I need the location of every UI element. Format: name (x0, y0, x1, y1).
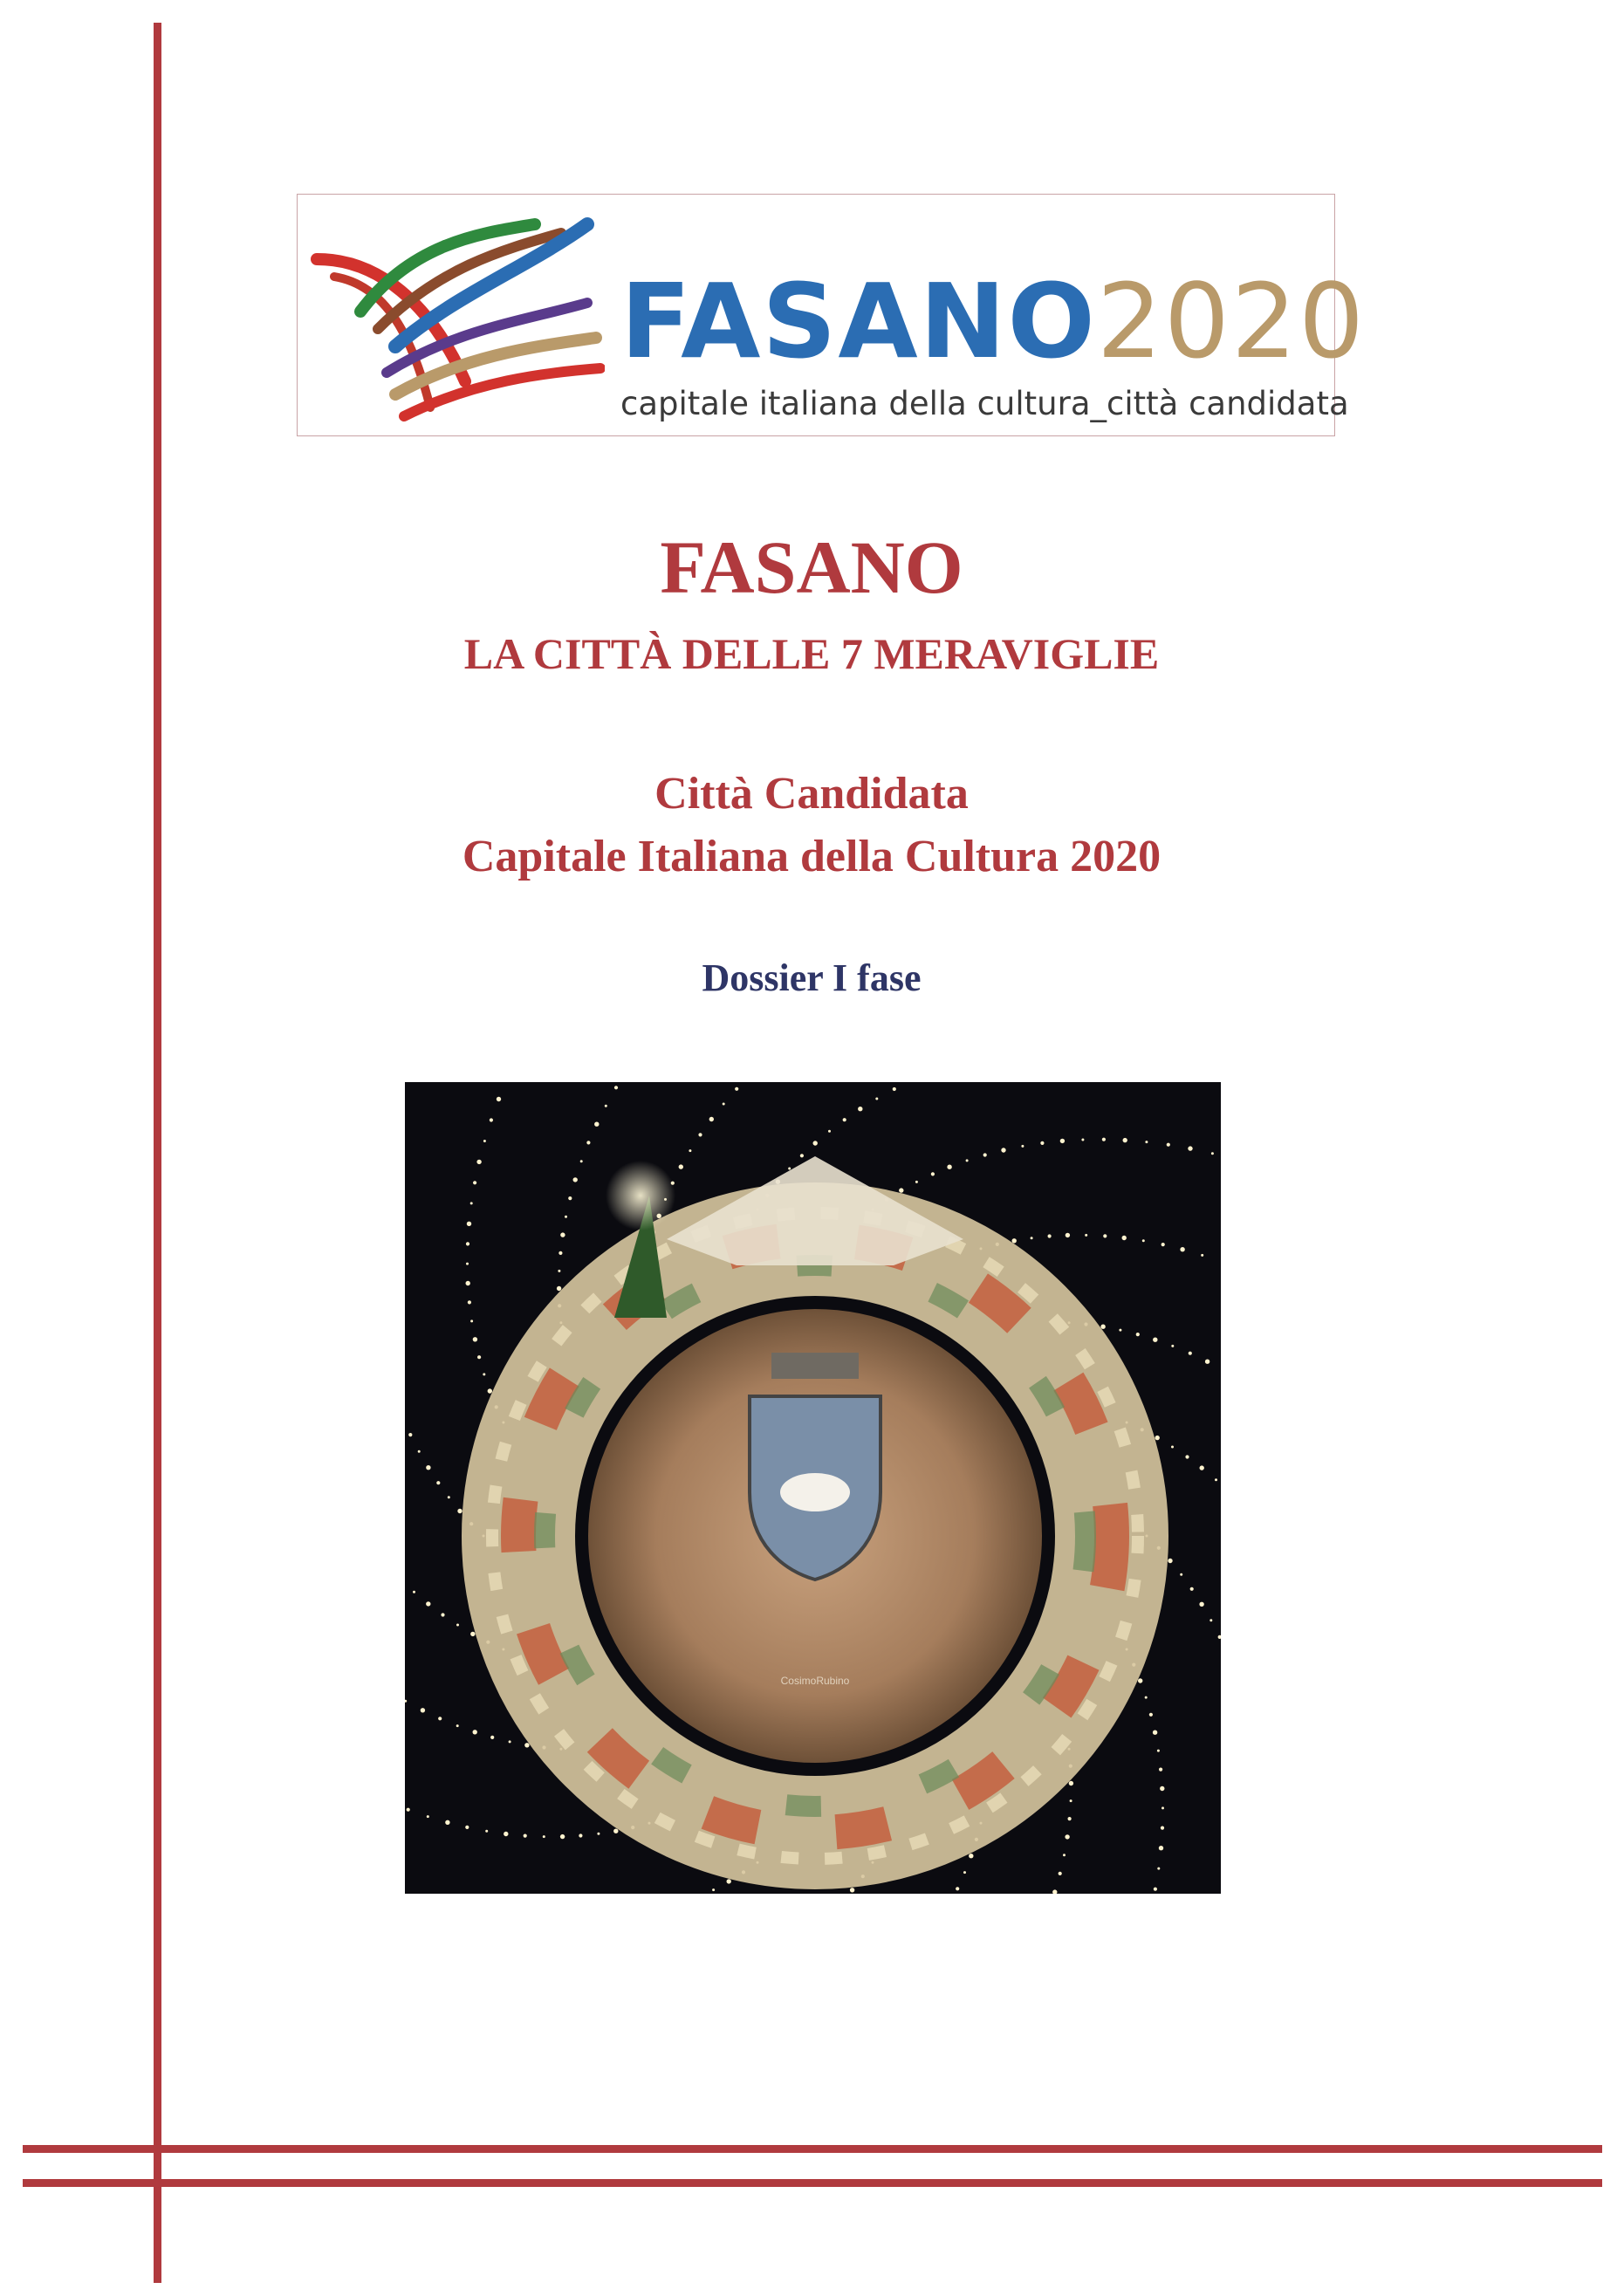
light-dot (712, 1888, 715, 1891)
logo-word-fasano: FASANO (620, 261, 1097, 381)
light-dot (1153, 1338, 1157, 1342)
light-dot (1205, 1360, 1209, 1364)
light-dot (1167, 1143, 1170, 1147)
light-dot (605, 1105, 607, 1107)
light-dot (490, 1736, 494, 1739)
light-dot (1149, 1713, 1153, 1717)
light-dot (1185, 1455, 1189, 1458)
light-dot (1081, 1139, 1084, 1141)
light-dot (899, 1188, 903, 1192)
light-dot (689, 1149, 691, 1152)
light-dot (1100, 1325, 1105, 1329)
light-dot (858, 1107, 862, 1111)
light-dot (850, 1888, 854, 1892)
light-dot (875, 1098, 878, 1100)
logo-word-year: 2020 (1096, 261, 1367, 381)
light-dot (476, 1160, 481, 1164)
light-dot (1031, 1237, 1033, 1239)
light-dot (723, 1103, 725, 1106)
light-dot (473, 1337, 477, 1341)
light-dot (1211, 1152, 1214, 1155)
light-dot (813, 1141, 818, 1145)
light-dot (1122, 1236, 1127, 1240)
light-dot (1021, 1145, 1024, 1148)
light-dot (1059, 1872, 1062, 1875)
light-dot (1048, 1234, 1052, 1237)
light-dot (466, 1281, 470, 1285)
light-dot (788, 1168, 791, 1170)
light-dot (1161, 1243, 1165, 1246)
light-dot (1153, 1731, 1157, 1735)
light-dot (483, 1140, 486, 1142)
light-dot (470, 1319, 473, 1322)
light-dot (1066, 1233, 1070, 1237)
light-dot (470, 1202, 473, 1204)
light-dot (427, 1815, 429, 1818)
light-dot (843, 1118, 846, 1121)
light-dot (983, 1153, 987, 1156)
light-dot (1215, 1478, 1217, 1481)
light-dot (1145, 1696, 1148, 1699)
light-dot (448, 1496, 450, 1498)
light-dot (524, 1834, 527, 1838)
light-dot (727, 1879, 731, 1883)
light-dot (828, 1130, 831, 1133)
light-dot (509, 1740, 511, 1743)
light-dot (1155, 1436, 1160, 1440)
light-dot (1161, 1827, 1164, 1830)
light-dot (456, 1624, 459, 1627)
candidate-line-1: Città Candidata (654, 769, 969, 819)
light-dot (468, 1300, 471, 1304)
light-dot (441, 1613, 444, 1616)
light-dot (947, 1165, 951, 1169)
bottom-border-line-1 (23, 2145, 1602, 2153)
light-dot (1200, 1465, 1204, 1470)
light-dot (1180, 1247, 1184, 1251)
light-dot (426, 1601, 430, 1606)
light-dot (1201, 1254, 1203, 1257)
light-dot (1180, 1573, 1182, 1576)
ribbon-logo-icon (308, 207, 605, 425)
tiny-planet-piazza-photo (405, 1082, 1221, 1894)
logo-wordmark (620, 261, 1367, 381)
light-dot (407, 1808, 410, 1812)
light-dot (418, 1450, 421, 1453)
light-dot (488, 1388, 492, 1393)
light-dot (1012, 1238, 1017, 1243)
light-dot (963, 1871, 966, 1874)
cover-subtitle: LA CITTÀ DELLE 7 MERAVIGLIE (463, 629, 1160, 678)
light-dot (969, 1854, 973, 1858)
light-dot (467, 1222, 471, 1226)
light-dot (568, 1196, 572, 1200)
cover-title: FASANO (660, 525, 963, 609)
light-dot (408, 1433, 412, 1436)
light-dot (466, 1242, 469, 1245)
light-dot (1157, 1868, 1160, 1870)
light-dot (1060, 1139, 1065, 1143)
light-dot (558, 1270, 560, 1272)
light-dot (504, 1832, 508, 1836)
light-dot (560, 1834, 565, 1839)
light-dot (477, 1355, 481, 1359)
light-dot (473, 1181, 476, 1184)
light-dot (1171, 1345, 1174, 1347)
left-border-line (154, 23, 161, 2283)
light-dot (445, 1820, 449, 1825)
light-dot (1161, 1806, 1164, 1809)
light-dot (800, 1154, 804, 1157)
light-dot (1189, 1352, 1192, 1355)
light-dot (1136, 1333, 1140, 1336)
light-dot (1103, 1234, 1107, 1237)
light-dot (1199, 1602, 1203, 1607)
light-dot (1188, 1146, 1192, 1150)
fasano2020-logo (297, 194, 1367, 436)
light-dot (1159, 1846, 1163, 1850)
light-dot (457, 1509, 462, 1513)
light-dot (1209, 1619, 1212, 1621)
light-dot (966, 1159, 969, 1162)
light-dot (558, 1251, 562, 1255)
light-dot (1154, 1888, 1157, 1891)
light-dot (1159, 1768, 1162, 1772)
light-dot (436, 1481, 440, 1484)
light-dot (1070, 1799, 1072, 1802)
light-dot (1145, 1141, 1148, 1143)
photo-watermark: CosimoRubino (780, 1675, 850, 1687)
light-dot (1102, 1138, 1106, 1141)
light-dot (497, 1097, 501, 1101)
light-dot (565, 1216, 567, 1218)
light-dot (1068, 1817, 1072, 1820)
light-dot (613, 1829, 618, 1833)
bottom-border-line-2 (23, 2179, 1602, 2187)
light-dot (1157, 1750, 1160, 1752)
candidate-line-2: Capitale Italiana della Cultura 2020 (462, 832, 1161, 881)
light-dot (466, 1263, 469, 1265)
light-dot (456, 1724, 459, 1727)
light-dot (438, 1717, 442, 1720)
light-dot (735, 1087, 738, 1091)
dossier-label: Dossier I fase (702, 956, 922, 999)
light-dot (543, 1835, 545, 1838)
light-dot (893, 1087, 896, 1091)
light-dot (1001, 1148, 1005, 1152)
light-dot (1138, 1678, 1142, 1683)
light-dot (1040, 1141, 1044, 1145)
light-dot (473, 1730, 477, 1734)
light-dot (560, 1232, 565, 1237)
light-dot (956, 1887, 959, 1890)
light-dot (1085, 1234, 1087, 1237)
light-dot (465, 1826, 469, 1829)
light-dot (931, 1172, 935, 1175)
light-dot (709, 1117, 714, 1121)
light-dot (1123, 1138, 1127, 1142)
light-dot (1069, 1781, 1073, 1785)
light-dot (915, 1181, 918, 1183)
light-dot (413, 1591, 415, 1593)
light-dot (679, 1164, 683, 1169)
light-dot (1160, 1786, 1164, 1791)
light-dot (557, 1286, 561, 1291)
light-dot (614, 1086, 618, 1089)
light-dot (579, 1833, 582, 1837)
light-dot (1063, 1854, 1066, 1856)
light-dot (524, 1743, 529, 1747)
light-dot (426, 1465, 430, 1470)
light-dot (586, 1141, 590, 1144)
light-dot (594, 1122, 599, 1127)
light-dot (1171, 1446, 1174, 1449)
light-dot (580, 1160, 583, 1162)
light-dot (573, 1177, 578, 1182)
light-dot (1119, 1329, 1121, 1332)
logo-tagline: capitale italiana della cultura_città candidata (620, 385, 1349, 422)
light-dot (698, 1133, 702, 1136)
light-dot (490, 1118, 493, 1121)
light-dot (597, 1833, 600, 1835)
light-dot (470, 1632, 475, 1636)
light-dot (1142, 1239, 1145, 1242)
light-dot (485, 1830, 488, 1833)
light-dot (1190, 1587, 1194, 1591)
light-dot (1168, 1559, 1172, 1563)
light-dot (421, 1708, 425, 1712)
light-dot (1065, 1834, 1069, 1839)
light-dot (483, 1373, 485, 1375)
